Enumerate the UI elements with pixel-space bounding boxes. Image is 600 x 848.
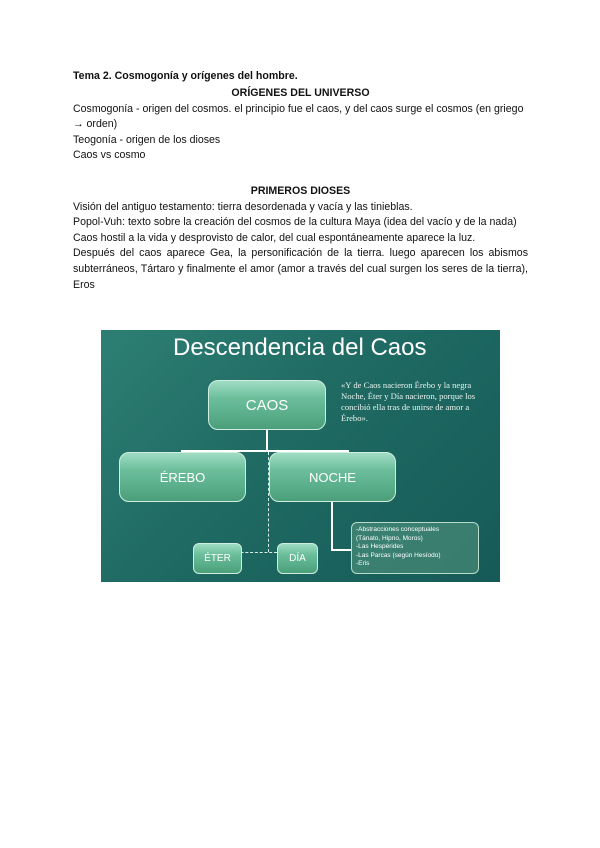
connector-caos-down [266,429,268,451]
node-caos-label: CAOS [245,396,289,414]
node-erebo [119,452,246,502]
node-noche-label: NOCHE [309,469,356,485]
noche-child-4: -Las Parcas (según Hesíodo) [356,551,441,559]
section-origenes [73,86,528,164]
paragraph-caos-vs-cosmo: Caos vs cosmo [73,149,146,162]
section-primeros-dioses [73,184,528,293]
noche-children-box [351,522,479,574]
slide-quote: «Y de Caos nacieron Érebo y la negra Noche, Éter y Día nacieron, porque los concibió ella tras de unirse de amor a Érebo». [341,380,476,423]
node-dia-label: DÍA [289,553,306,564]
noche-child-5: -Eris [356,560,370,567]
node-dia [277,543,318,574]
document-title: Tema 2. Cosmogonía y orígenes del hombre. [73,70,298,82]
section-heading-primeros-dioses: PRIMEROS DIOSES [250,185,351,197]
noche-child-1: -Abstracciones conceptuales [356,526,440,533]
node-noche [269,452,396,502]
node-erebo-label: ÉREBO [159,469,206,485]
paragraph-cosmogonia: Cosmogonía - origen del cosmos. el principio fue el caos, y del caos surge el cosmos (en griego → orden) [73,102,524,131]
paragraph-caos-hostil: Caos hostil a la vida y desprovisto de calor, del cual espontáneamente aparece la luz. [73,231,476,244]
noche-child-2: (Tánato, Hipno, Moros) [356,534,423,542]
slide-title: Descendencia del Caos [173,334,427,361]
node-caos [208,380,326,430]
connector-noche-children-vertical [331,500,333,550]
paragraph-teogonia: Teogonía - origen de los dioses [73,133,221,146]
node-eter [193,543,242,574]
connector-noche-children-horizontal [331,549,352,551]
section-heading-origenes: ORÍGENES DEL UNIVERSO [231,87,370,99]
diagram-slide [101,330,500,582]
paragraph-antiguo-testamento: Visión del antiguo testamento: tierra desordenada y vacía y las tinieblas. [73,200,413,213]
noche-child-3: -Las Hespérides [356,543,404,550]
paragraph-popol-vuh: Popol-Vuh: texto sobre la creación del cosmos de la cultura Maya (idea del vacío y de la nada) [73,216,517,229]
node-eter-label: ÉTER [204,553,231,564]
paragraph-gea: Después del caos aparece Gea, la personificación de la tierra. luego aparecen los abismos subterráneos, Tártaro y finalmente el amor (amor a través del cual surgen los seres de la tierra), Eros [73,247,528,291]
